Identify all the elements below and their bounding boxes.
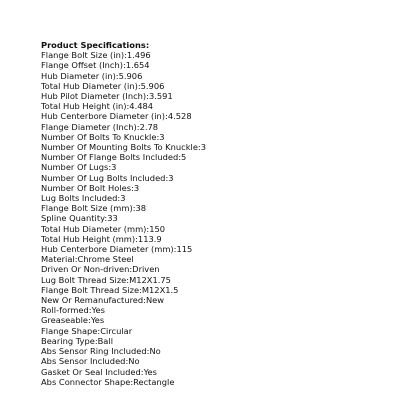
spec-line: Gasket Or Seal Included:Yes [41, 366, 157, 377]
spec-line: Total Hub Diameter (in):5.906 [41, 80, 165, 91]
spec-line: Total Hub Diameter (mm):150 [41, 223, 166, 234]
spec-line: Lug Bolts Included:3 [41, 193, 126, 204]
spec-line: Flange Bolt Thread Size:M12X1.5 [41, 284, 179, 295]
spec-heading: Product Specifications: [41, 40, 150, 50]
spec-line: Hub Pilot Diameter (Inch):3.591 [41, 91, 173, 102]
spec-line: Number Of Flange Bolts Included:5 [41, 152, 187, 163]
spec-line: Abs Connector Shape:Rectangle [41, 376, 175, 387]
spec-line: Number Of Lug Bolts Included:3 [41, 172, 174, 183]
product-specifications [41, 40, 381, 387]
spec-line: Number Of Mounting Bolts To Knuckle:3 [41, 142, 206, 153]
spec-line: Flange Bolt Size (in):1.496 [41, 50, 151, 61]
spec-line: Hub Centerbore Diameter (in):4.528 [41, 111, 192, 122]
spec-line: Abs Sensor Included:No [41, 356, 140, 367]
spec-line: Flange Shape:Circular [41, 325, 133, 336]
spec-line: Flange Bolt Size (mm):38 [41, 203, 147, 214]
spec-line: Spline Quantity:33 [41, 213, 118, 224]
spec-list [41, 50, 381, 387]
spec-line: Lug Bolt Thread Size:M12X1.75 [41, 274, 171, 285]
spec-line: New Or Remanufactured:New [41, 295, 165, 306]
spec-line: Number Of Lugs:3 [41, 162, 117, 173]
spec-line: Total Hub Height (in):4.484 [41, 101, 154, 112]
spec-line: Abs Sensor Ring Included:No [41, 346, 161, 357]
spec-line: Bearing Type:Ball [41, 335, 113, 346]
spec-line: Driven Or Non-driven:Driven [41, 264, 160, 275]
spec-line: Hub Centerbore Diameter (mm):115 [41, 244, 193, 255]
spec-line: Flange Offset (Inch):1.654 [41, 60, 150, 71]
spec-line: Number Of Bolts To Knuckle:3 [41, 131, 165, 142]
spec-line: Number Of Bolt Holes:3 [41, 182, 140, 193]
spec-line: Greaseable:Yes [41, 315, 105, 326]
spec-line: Material:Chrome Steel [41, 254, 134, 265]
spec-line: Roll-formed:Yes [41, 305, 105, 316]
spec-line: Total Hub Height (mm):113.9 [41, 233, 162, 244]
spec-line: Hub Diameter (in):5.906 [41, 70, 143, 81]
spec-line: Flange Diameter (Inch):2.78 [41, 121, 159, 132]
